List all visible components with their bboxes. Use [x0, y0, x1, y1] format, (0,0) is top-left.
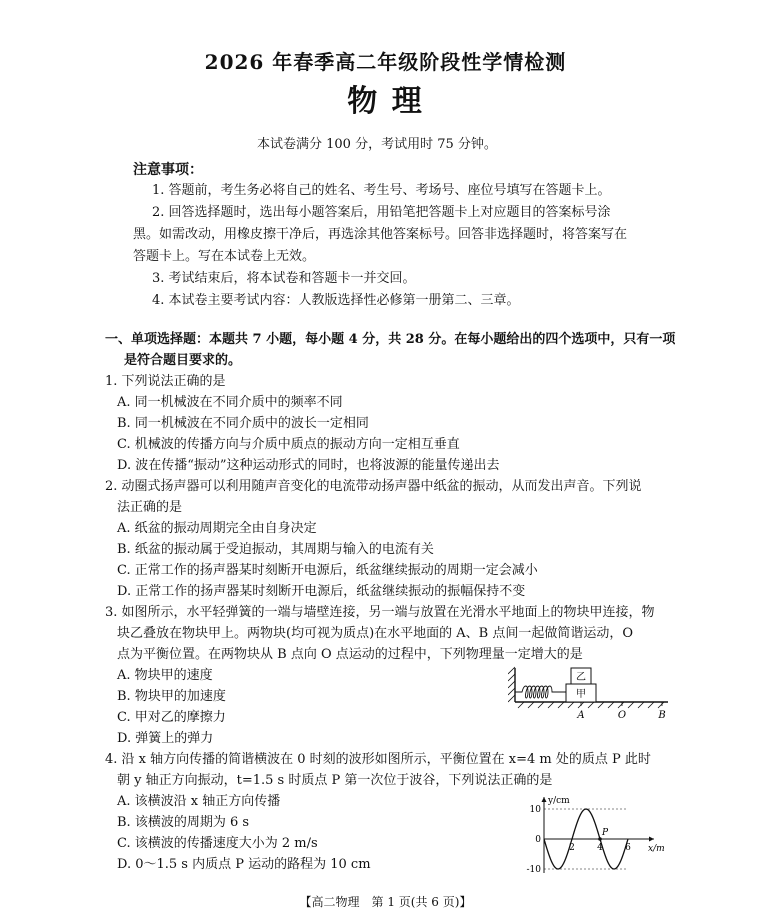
- wave-axes: [542, 797, 655, 873]
- q3-option: B. 物块甲的加速度: [117, 689, 226, 704]
- section-heading: 一、单项选择题：本题共 7 小题，每小题 4 分，共 28 分。在每小题给出的四个选项中，只有一项: [105, 332, 676, 347]
- note-line: 1. 答题前，考生务必将自己的姓名、考生号、考场号、座位号填写在答题卡上。: [152, 183, 611, 198]
- q1-option: D. 波在传播“振动”这种运动形式的同时，也将波源的能量传递出去: [117, 458, 500, 473]
- q3-option: A. 物块甲的速度: [117, 668, 213, 683]
- ground-hatching: [518, 702, 664, 708]
- exam-info: 本试卷满分 100 分，考试用时 75 分钟。: [257, 137, 497, 152]
- note-line: 2. 回答选择题时，选出每小题答案后，用铅笔把答题卡上对应题目的答案标号涂: [152, 205, 611, 220]
- x-tick-label: 4: [597, 843, 603, 853]
- q4-option: C. 该横波的传播速度大小为 2 m/s: [117, 836, 318, 851]
- y-tick-label: 10: [529, 805, 541, 815]
- q4-stem: 朝 y 轴正方向振动，t=1.5 s 时质点 P 第一次位于波谷，下列说法正确的是: [117, 773, 553, 788]
- y-tick-label: 0: [535, 835, 541, 845]
- q3-stem: 点为平衡位置。在两物块从 B 点向 O 点运动的过程中，下列物理量一定增大的是: [117, 647, 583, 662]
- subject-title: 物 理: [347, 84, 424, 119]
- q4-option: B. 该横波的周期为 6 s: [117, 815, 250, 830]
- q1-option: A. 同一机械波在不同介质中的频率不同: [117, 395, 343, 410]
- q3-stem: 3. 如图所示，水平轻弹簧的一端与墙壁连接，另一端与放置在光滑水平地面上的物块甲连接，物: [105, 605, 655, 620]
- point-b-label: B: [658, 710, 666, 721]
- y-axis-arrow: [542, 797, 547, 802]
- section-heading-cont: 是符合题目要求的。: [124, 353, 242, 368]
- wall-hatching: [508, 667, 515, 702]
- q2-stem: 法正确的是: [117, 500, 183, 515]
- point-p-label: P: [602, 828, 609, 838]
- note-line: 4. 本试卷主要考试内容：人教版选择性必修第一册第二、三章。: [152, 293, 520, 308]
- q2-stem: 2. 动圈式扬声器可以利用随声音变化的电流带动扬声器中纸盆的振动，从而发出声音。下列说: [105, 479, 642, 494]
- note-line: 答题卡上。写在本试卷上无效。: [133, 249, 316, 264]
- q3-stem: 块乙叠放在物块甲上。两物块(均可视为质点)在水平地面的 A、B 点间一起做简谐运动，O: [117, 626, 634, 641]
- spring: [515, 686, 566, 698]
- notes-heading: 注意事项：: [133, 162, 203, 178]
- x-tick-label: 2: [569, 843, 575, 853]
- page-footer: 【高二物理 第 1 页(共 6 页)】: [299, 895, 472, 909]
- x-axis-label: x/m: [648, 844, 665, 854]
- note-line: 3. 考试结束后，将本试卷和答题卡一并交回。: [152, 271, 416, 286]
- q1-option: B. 同一机械波在不同介质中的波长一定相同: [117, 416, 369, 431]
- wave-chart: [522, 783, 682, 879]
- y-axis-label: y/cm: [548, 796, 570, 806]
- point-o-label: O: [617, 710, 627, 721]
- exam-title: 2026 年春季高二年级阶段性学情检测: [204, 50, 567, 74]
- q2-option: C. 正常工作的扬声器某时刻断开电源后，纸盆继续振动的周期一定会减小: [117, 563, 538, 578]
- q1-stem: 1. 下列说法正确的是: [105, 374, 226, 389]
- block-jia-label: 甲: [576, 689, 586, 700]
- q4-option: A. 该横波沿 x 轴正方向传播: [117, 794, 281, 809]
- q2-option: A. 纸盆的振动周期完全由自身决定: [117, 521, 317, 536]
- q1-option: C. 机械波的传播方向与介质中质点的振动方向一定相互垂直: [117, 437, 460, 452]
- q3-option: C. 甲对乙的摩擦力: [117, 710, 226, 725]
- spring-block-figure: [508, 662, 678, 722]
- q3-option: D. 弹簧上的弹力: [117, 731, 214, 746]
- q4-stem: 4. 沿 x 轴方向传播的简谐横波在 0 时刻的波形如图所示，平衡位置在 x=4 m 处的质点 P 此时: [105, 752, 651, 767]
- block-yi-label: 乙: [576, 672, 586, 683]
- point-a-label: A: [577, 710, 585, 721]
- q2-option: B. 纸盆的振动属于受迫振动，其周期与输入的电流有关: [117, 542, 434, 557]
- x-axis-arrow: [649, 837, 654, 842]
- x-tick-label: 6: [625, 843, 631, 853]
- q4-option: D. 0～1.5 s 内质点 P 运动的路程为 10 cm: [117, 857, 371, 872]
- q2-option: D. 正常工作的扬声器某时刻断开电源后，纸盆继续振动的振幅保持不变: [117, 584, 526, 599]
- note-line: 黑。如需改动，用橡皮擦干净后，再选涂其他答案标号。回答非选择题时，将答案写在: [133, 227, 628, 242]
- y-tick-label: -10: [526, 865, 541, 875]
